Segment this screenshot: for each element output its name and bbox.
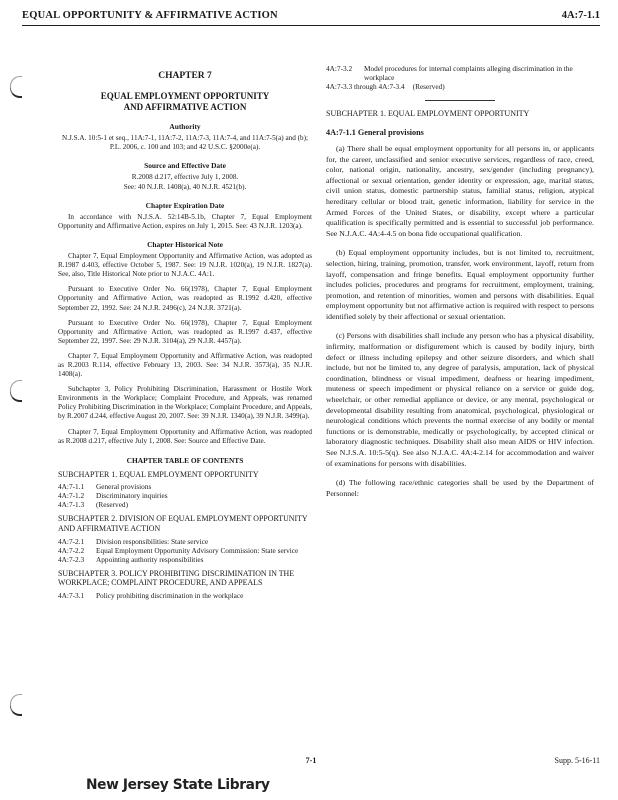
toc-item-title: Division responsibilities: State service	[96, 536, 209, 546]
library-stamp: New Jersey State Library	[86, 777, 270, 793]
toc-item[interactable]	[58, 555, 312, 564]
page-footer	[22, 756, 600, 768]
body-paragraph: (b) Equal employment opportunity includes, but is not limited to, recruitment, selection, hiring, training, promotion, transfer, work environment, layoff, return from layoff, compensation and fringe benefits. Equal employment opportunity further includes policies, procedures and programs for recruitment, employment, training, promotion, and retention of minorities, women and persons with disabilities. Equal employment opportunity but not affirmative action is required with respect to persons identified solely by their affectional or sexual orientation.	[326, 248, 594, 321]
subchapter-heading: SUBCHAPTER 1. EQUAL EMPLOYMENT OPPORTUNITY	[326, 109, 530, 119]
expiration-text: In accordance with N.J.S.A. 52:14B-5.1b, Chapter 7, Equal Employment Opportunity and Affirmative Action, expires on July 1, 2015. See: 43 N.J.R. 1203(a).	[58, 212, 312, 230]
left-column	[58, 64, 312, 600]
expiration-heading: Chapter Expiration Date	[145, 200, 225, 210]
punch-hole-mark	[4, 76, 30, 102]
running-header	[22, 8, 600, 26]
punch-hole-mark	[4, 380, 30, 406]
toc-item[interactable]	[326, 83, 594, 92]
source-line: R.2008 d.217, effective July 1, 2008.	[131, 173, 239, 182]
historical-paragraph: Pursuant to Executive Order No. 66(1978), Chapter 7, Equal Employment Opportunity and Affirmative Action, was readopted as R.1997 d.437, effective September 22, 1997. See: 29 N.J.R. 3104(a), 29 N.J.R. 4457(a).	[58, 318, 312, 345]
toc-item-number: 4A:7-3.2	[326, 64, 353, 73]
source-heading: Source and Effective Date	[144, 161, 226, 171]
toc-item-title: (Reserved)	[412, 81, 445, 91]
section-title: 4A:7-1.1 General provisions	[326, 128, 424, 138]
toc-item[interactable]	[58, 500, 312, 509]
toc-subchapter-heading[interactable]: SUBCHAPTER 2. DIVISION OF EQUAL EMPLOYMENT OPPORTUNITY AND AFFIRMATIVE ACTION	[58, 514, 308, 533]
authority-text: N.J.S.A. 10:5-1 et seq., 11A:7-1, 11A:7-2, 11A:7-3, 11A:7-4, and 11A:7-5(a) and (b); P.L. 2006, c. 100 and 103; and 42 U.S.C. §2000e(a).	[62, 134, 308, 152]
toc-item[interactable]	[58, 546, 312, 555]
toc-item[interactable]	[58, 491, 312, 500]
toc-item-number: 4A:7-3.1	[58, 590, 85, 600]
section-divider	[425, 100, 495, 101]
toc-item[interactable]	[58, 537, 312, 546]
body-paragraph: (c) Persons with disabilities shall include any person who has a physical disability, infirmity, malformation or disfigurement which is caused by bodily injury, birth defect or illness including epilepsy and other seizure disorders, and which shall include, but not be limited to, any degree of paralysis, amputation, lack of physical coordination, blindness or visual impediment, deafness or hearing impediment, muteness or speech impediment or physical reliance on a service or guide dog, wheelchair, or other remedial appliance or device, or any mental, psychological or developmental disability resulting from anatomical, psychological, physiological or neurological conditions which prevents the normal exercise of any bodily or mental functions or is demonstrable, medically or psychologically, by accepted clinical or laboratory diagnostic techniques. Disability shall also mean AIDS or HIV infection. See N.J.S.A. 10:5-5(q). See also N.J.A.C. 4A:4-2.14 for accommodation and waiver of examinations for persons with disabilities.	[326, 331, 594, 468]
right-column	[326, 62, 594, 508]
toc-item-number: 4A:7-2.2	[58, 545, 85, 555]
source-line: See: 40 N.J.R. 1408(a), 40 N.J.R. 4521(b).	[123, 182, 247, 191]
historical-paragraph: Subchapter 3, Policy Prohibiting Discrimination, Harassment or Hostile Work Environments in the Workplace; Complaint Procedure, and Appeals, was renamed Policy Prohibiting Discrimination in the Workplace; Complaint Procedure, and Appeals, by R.2007 d.244, effective August 20, 2007. See: 39 N.J.R. 1340(a), 39 N.J.R. 3499(a).	[58, 385, 312, 421]
chapter-name: EQUAL EMPLOYMENT OPPORTUNITY AND AFFIRMATIVE ACTION	[100, 91, 270, 113]
toc-list	[58, 482, 312, 509]
toc-subchapter-heading[interactable]: SUBCHAPTER 1. EQUAL EMPLOYMENT OPPORTUNITY	[58, 469, 259, 479]
chapter-number: CHAPTER 7	[158, 71, 212, 81]
historical-paragraph: Chapter 7, Equal Employment Opportunity and Affirmative Action, was adopted as R.1987 d.403, effective October 5, 1987. See: 19 N.J.R. 1020(a), 19 N.J.R. 1827(a). See, also, Title Historical Note prior to N.J.A.C. 4A:1.	[58, 252, 312, 279]
historical-paragraph: Chapter 7, Equal Employment Opportunity and Affirmative Action, was readopted as R.2008 d.217, effective July 1, 2008. See: Source and Effective Date.	[58, 427, 312, 445]
toc-item-title: Policy prohibiting discrimination in the workplace	[96, 590, 244, 600]
supplement-date: Supp. 5-16-11	[554, 756, 600, 765]
toc-item-title: Equal Employment Opportunity Advisory Commission: State service	[96, 545, 299, 555]
toc-list	[58, 537, 312, 564]
historical-note-heading: Chapter Historical Note	[147, 239, 223, 249]
toc-item[interactable]	[326, 65, 594, 83]
historical-paragraph: Pursuant to Executive Order No. 66(1978), Chapter 7, Equal Employment Opportunity and Affirmative Action, was readopted as R.1992 d.420, effective September 22, 1992. See: 24 N.J.R. 2496(c), 24 N.J.R. 3721(a).	[58, 285, 312, 312]
toc-item-number: 4A:7-2.1	[58, 536, 85, 546]
toc-item-title: Model procedures for internal complaints alleging discrimination in the workplace	[364, 64, 573, 82]
toc-item[interactable]	[58, 482, 312, 491]
toc-subchapter-heading[interactable]: SUBCHAPTER 3. POLICY PROHIBITING DISCRIMINATION IN THE WORKPLACE; COMPLAINT PROCEDURE, AND APPEALS	[58, 568, 295, 588]
historical-paragraph: Chapter 7, Equal Employment Opportunity and Affirmative Action, was readopted as R.2003 R.114, effective February 13, 2003. See: 34 N.J.R. 3573(a), 35 N.J.R. 1408(a).	[58, 351, 312, 379]
body-paragraph: (d) The following race/ethnic categories shall be used by the Department of Personnel:	[326, 478, 594, 498]
toc-item-title: Appointing authority responsibilities	[96, 554, 204, 564]
toc-item-title: Discriminatory inquiries	[96, 491, 168, 501]
authority-heading: Authority	[169, 122, 201, 132]
toc-item-number: 4A:7-3.3 through 4A:7-3.4	[326, 81, 405, 91]
toc-item-number: 4A:7-1.3	[58, 500, 85, 510]
punch-hole-mark	[4, 694, 30, 720]
toc-item-title: (Reserved)	[96, 500, 129, 510]
toc-item-title: General provisions	[96, 482, 152, 492]
page-number: 7-1	[305, 756, 317, 765]
toc-heading: CHAPTER TABLE OF CONTENTS	[126, 455, 244, 465]
toc-item-number: 4A:7-2.3	[58, 554, 85, 564]
toc-list-continued	[326, 65, 594, 91]
toc-item-number: 4A:7-1.1	[58, 482, 85, 492]
toc-item[interactable]	[58, 591, 312, 600]
body-paragraph: (a) There shall be equal employment opportunity for all persons in, or applicants for, the career, unclassified and senior executive services, regardless of race, creed, color, national origin, nationality, ancestry, sex/gender (including pregnancy), affectional or sexual orientation, gender identity or expression, age, marital status, civil union status, domestic partnership status, familial status, religion, atypical hereditary cellular or blood trait, genetic information, liability for service in the Armed Forces of the United States, or disability, except where a particular qualification is specifically permitted and is essential to successful job performance. See N.J.A.C. 4A:4-4.5 on bona fide occupational qualification.	[326, 143, 594, 238]
header-title: EQUAL OPPORTUNITY & AFFIRMATIVE ACTION	[22, 10, 278, 21]
header-section-number: 4A:7-1.1	[561, 10, 600, 21]
toc-item-number: 4A:7-1.2	[58, 491, 85, 501]
toc-list	[58, 591, 312, 600]
